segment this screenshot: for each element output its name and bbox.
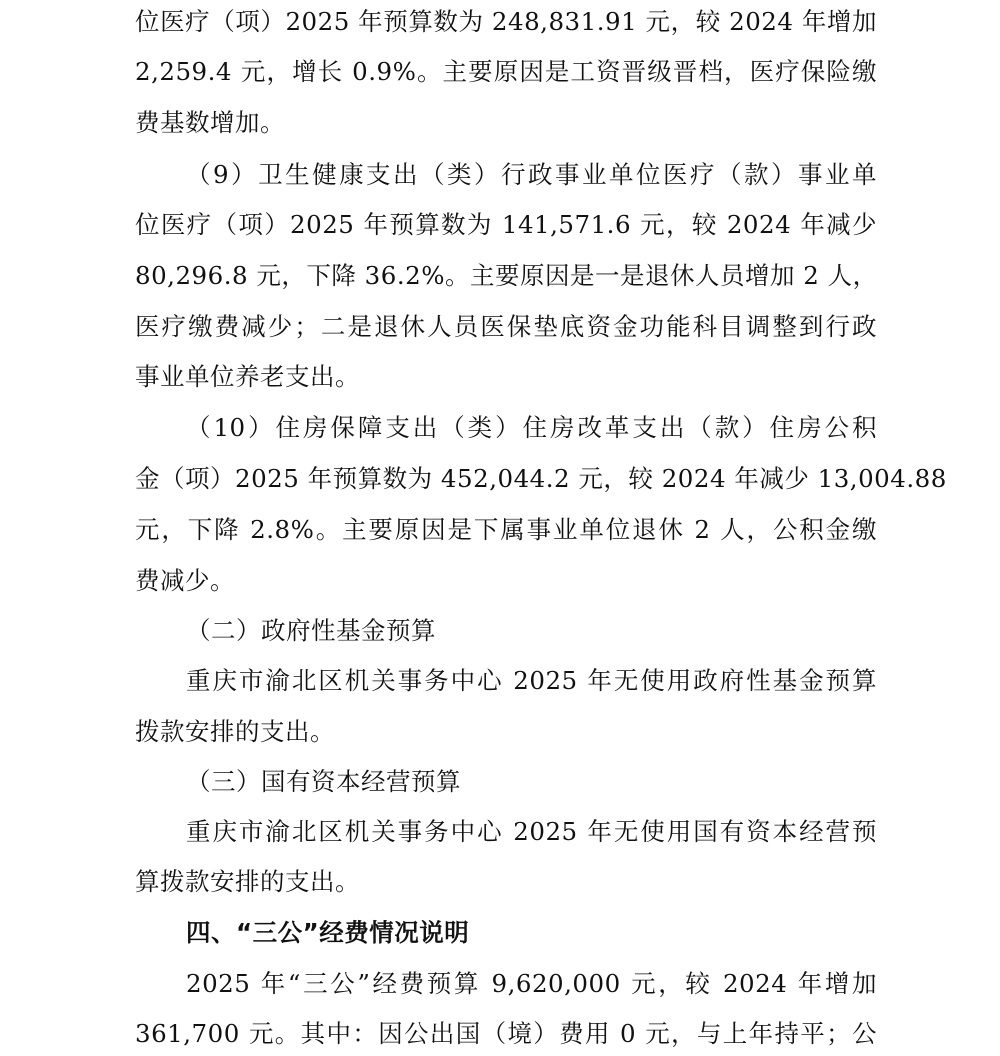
paragraph-line: 费减少。 [135, 566, 235, 595]
section-heading: （三）国有资本经营预算 [186, 767, 461, 796]
paragraph-line: 2,259.4 元，增长 0.9%。主要原因是工资晋级晋档，医疗保险缴 [135, 57, 877, 86]
section-heading: 四、“三公”经费情况说明 [186, 918, 470, 947]
paragraph-line: 费基数增加。 [135, 108, 285, 137]
paragraph-line: 位医疗（项）2025 年预算数为 248,831.91 元，较 2024 年增加 [135, 7, 877, 36]
paragraph-line: 重庆市渝北区机关事务中心 2025 年无使用国有资本经营预 [186, 817, 877, 846]
paragraph-line: 医疗缴费减少；二是退休人员医保垫底资金功能科目调整到行政 [135, 312, 877, 341]
paragraph-line: 80,296.8 元，下降 36.2%。主要原因是一是退休人员增加 2 人， [135, 261, 878, 290]
paragraph-line: 事业单位养老支出。 [135, 362, 360, 391]
paragraph-line: （9）卫生健康支出（类）行政事业单位医疗（款）事业单 [186, 160, 877, 189]
paragraph-line: （10）住房保障支出（类）住房改革支出（款）住房公积 [186, 413, 877, 442]
paragraph-line: 算拨款安排的支出。 [135, 867, 360, 896]
paragraph-line: 重庆市渝北区机关事务中心 2025 年无使用政府性基金预算 [186, 666, 877, 695]
paragraph-line: 元，下降 2.8%。主要原因是下属事业单位退休 2 人，公积金缴 [135, 515, 877, 544]
paragraph-line: 位医疗（项）2025 年预算数为 141,571.6 元，较 2024 年减少 [135, 210, 877, 239]
paragraph-line: 361,700 元。其中：因公出国（境）费用 0 元，与上年持平；公 [135, 1019, 877, 1048]
paragraph-line: 金（项）2025 年预算数为 452,044.2 元，较 2024 年减少 13,004.88 [135, 464, 947, 493]
paragraph-line: 2025 年“三公”经费预算 9,620,000 元，较 2024 年增加 [186, 969, 877, 998]
section-heading: （二）政府性基金预算 [186, 616, 436, 645]
paragraph-line: 拨款安排的支出。 [135, 717, 335, 746]
